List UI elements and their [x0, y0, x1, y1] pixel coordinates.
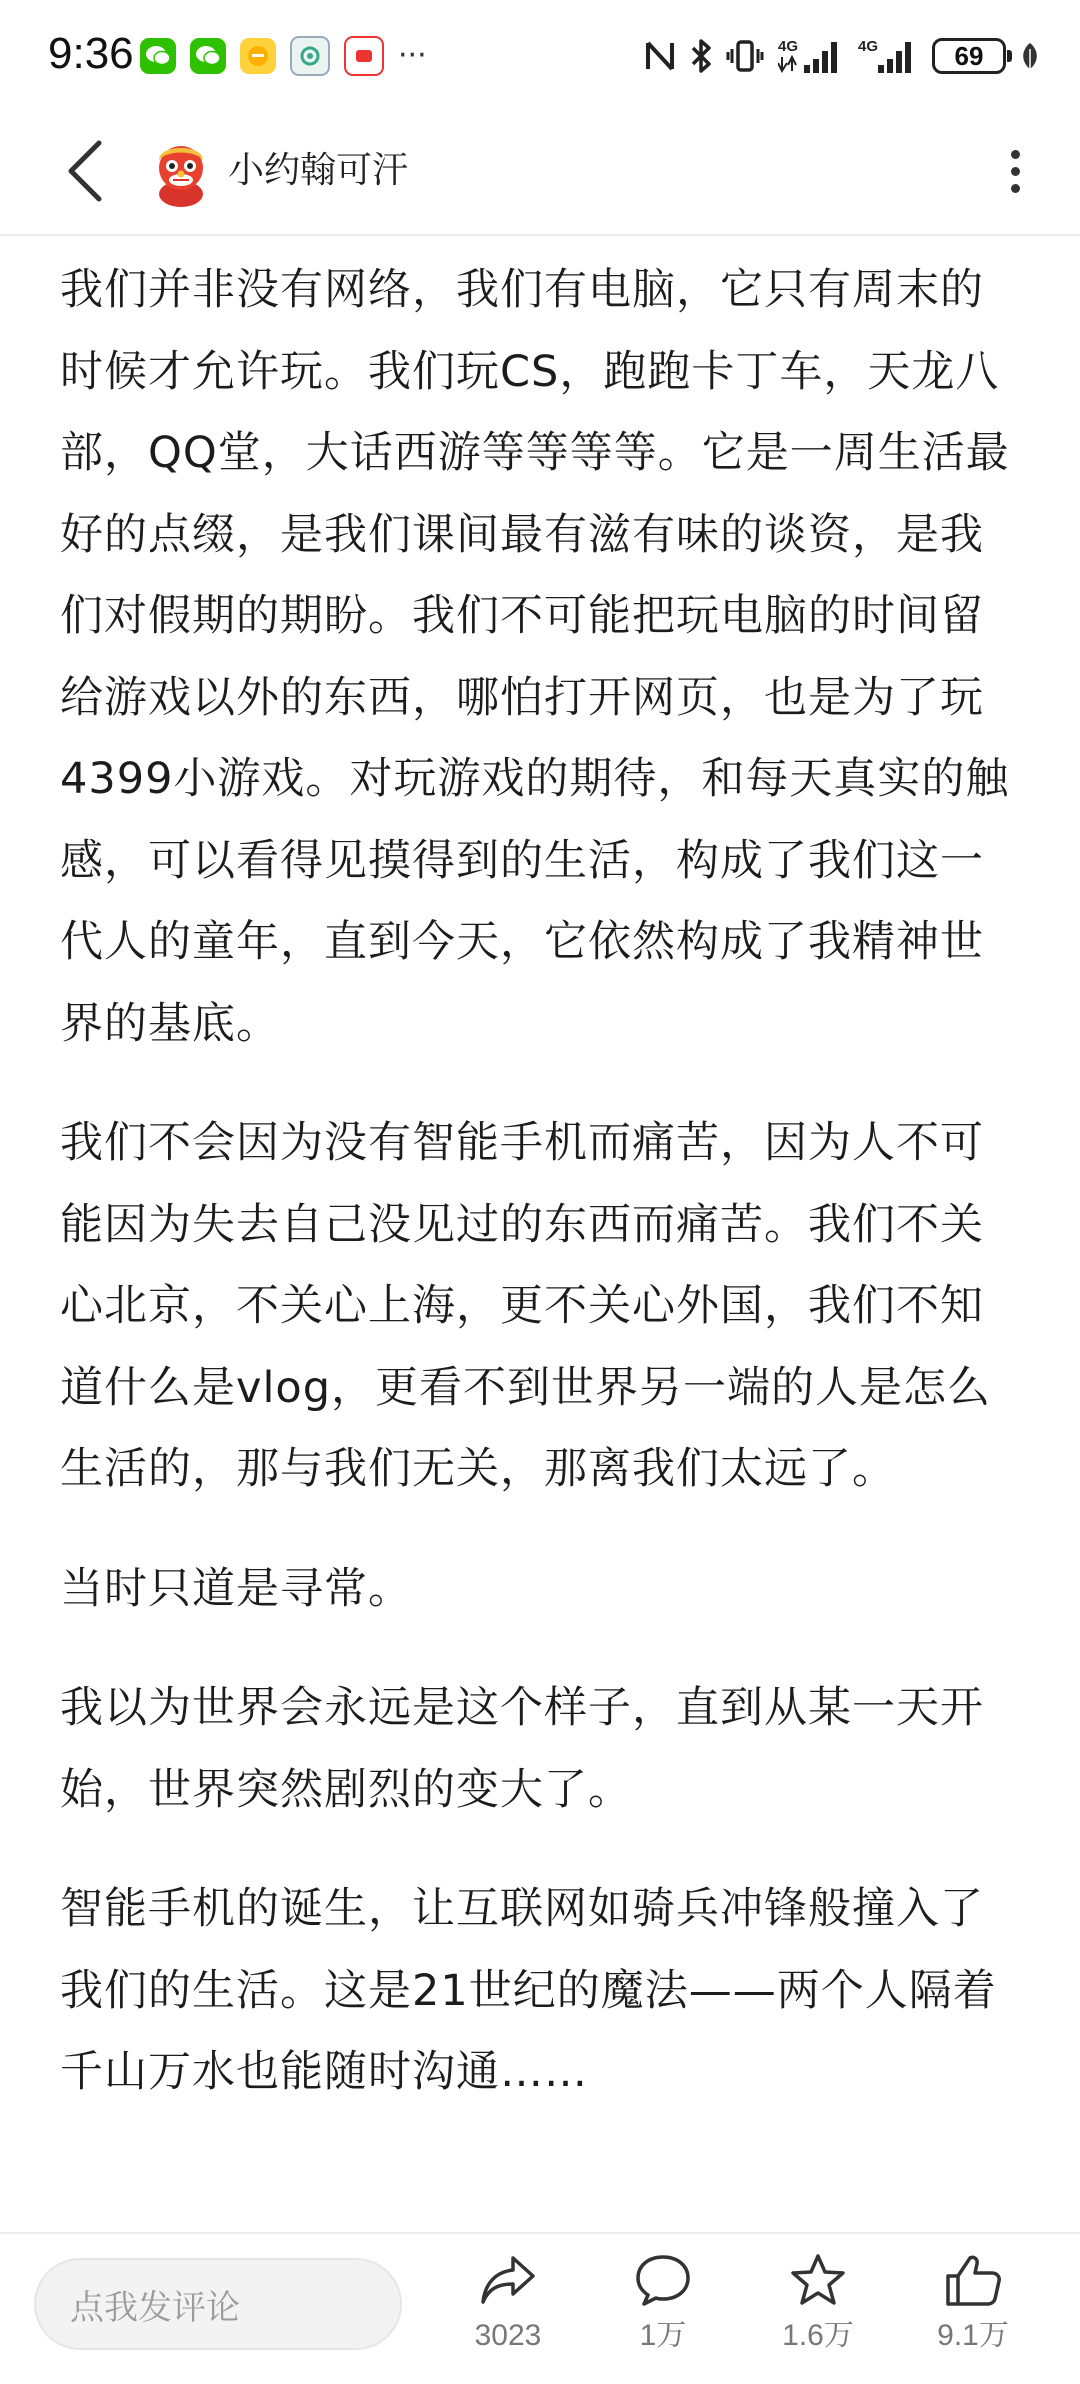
comment-bubble-icon — [631, 2248, 695, 2312]
camera-app-notification-icon — [290, 36, 330, 76]
app-header — [0, 110, 1080, 236]
author-name[interactable]: 小约翰可汗 — [228, 150, 409, 191]
signal-4g-icon — [778, 37, 844, 75]
lion-dance-avatar-icon — [145, 136, 217, 208]
back-button[interactable] — [50, 136, 120, 206]
svg-text:4G: 4G — [778, 38, 799, 55]
status-time: 9:36 — [48, 29, 134, 78]
chevron-left-icon — [65, 139, 105, 203]
more-options-button[interactable] — [990, 136, 1040, 206]
system-icons — [644, 34, 1040, 78]
more-dot-icon — [1011, 150, 1020, 159]
like-count: 9.1万 — [937, 2319, 1009, 2352]
comment-count: 1万 — [639, 2319, 687, 2352]
article-paragraph: 我们不会因为没有智能手机而痛苦，因为人不可能因为失去自己没见过的东西而痛苦。我们不关心北京，不关心上海，更不关心外国，我们不知道什么是vlog，更看不到世界另一端的人是怎么生活的，那与我们无关，那离我们太远了。 — [60, 1118, 991, 1494]
article-paragraph: 当时只道是寻常。 — [60, 1563, 412, 1614]
wechat-notification-icon-2 — [190, 38, 226, 74]
emoji-app-notification-icon — [240, 38, 276, 74]
favorite-count: 1.6万 — [782, 2319, 854, 2352]
more-dot-icon — [1011, 184, 1020, 193]
share-icon — [476, 2248, 540, 2312]
bluetooth-icon — [690, 38, 712, 74]
battery-indicator: 69 — [932, 38, 1006, 74]
svg-text:4G: 4G — [858, 38, 879, 55]
share-button[interactable] — [448, 2248, 568, 2378]
signal-4g-icon-2 — [858, 37, 918, 75]
article-body — [60, 250, 1010, 2250]
comment-input[interactable]: 点我发评论 — [34, 2258, 402, 2350]
notification-icons — [140, 36, 427, 76]
article-paragraph: 我们并非没有网络，我们有电脑，它只有周末的时候才允许玩。我们玩CS，跑跑卡丁车，天龙八部，QQ堂，大话西游等等等等。它是一周生活最好的点缀，是我们课间最有滋有味的谈资，是我们对假期的期盼。我们不可能把玩电脑的时间留给游戏以外的东西，哪怕打开网页，也是为了玩4399小游戏。对玩游戏的期待，和每天真实的触感，可以看得见摸得到的生活，构成了我们这一代人的童年，直到今天，它依然构成了我精神世界的基底。 — [60, 265, 1010, 1049]
article-paragraph: 我以为世界会永远是这个样子，直到从某一天开始，世界突然剧烈的变大了。 — [60, 1683, 984, 1815]
like-button[interactable] — [913, 2248, 1033, 2378]
share-count: 3023 — [474, 2319, 542, 2352]
favorite-button[interactable] — [758, 2248, 878, 2378]
thumbs-up-icon — [941, 2248, 1005, 2312]
author-avatar[interactable] — [145, 136, 217, 208]
star-icon — [786, 2248, 850, 2312]
more-dot-icon — [1011, 167, 1020, 176]
more-notifications-icon: ··· — [398, 38, 427, 73]
comment-button[interactable] — [603, 2248, 723, 2378]
status-bar — [0, 0, 1080, 110]
nfc-icon — [644, 39, 676, 73]
video-app-notification-icon — [344, 36, 384, 76]
vibrate-icon — [726, 39, 764, 73]
article-paragraph: 智能手机的诞生，让互联网如骑兵冲锋般撞入了我们的生活。这是21世纪的魔法——两个人隔着千山万水也能随时沟通…… — [60, 1884, 997, 2097]
wechat-notification-icon — [140, 38, 176, 74]
power-saving-leaf-icon — [1020, 41, 1040, 71]
bottom-action-bar — [0, 2232, 1080, 2384]
